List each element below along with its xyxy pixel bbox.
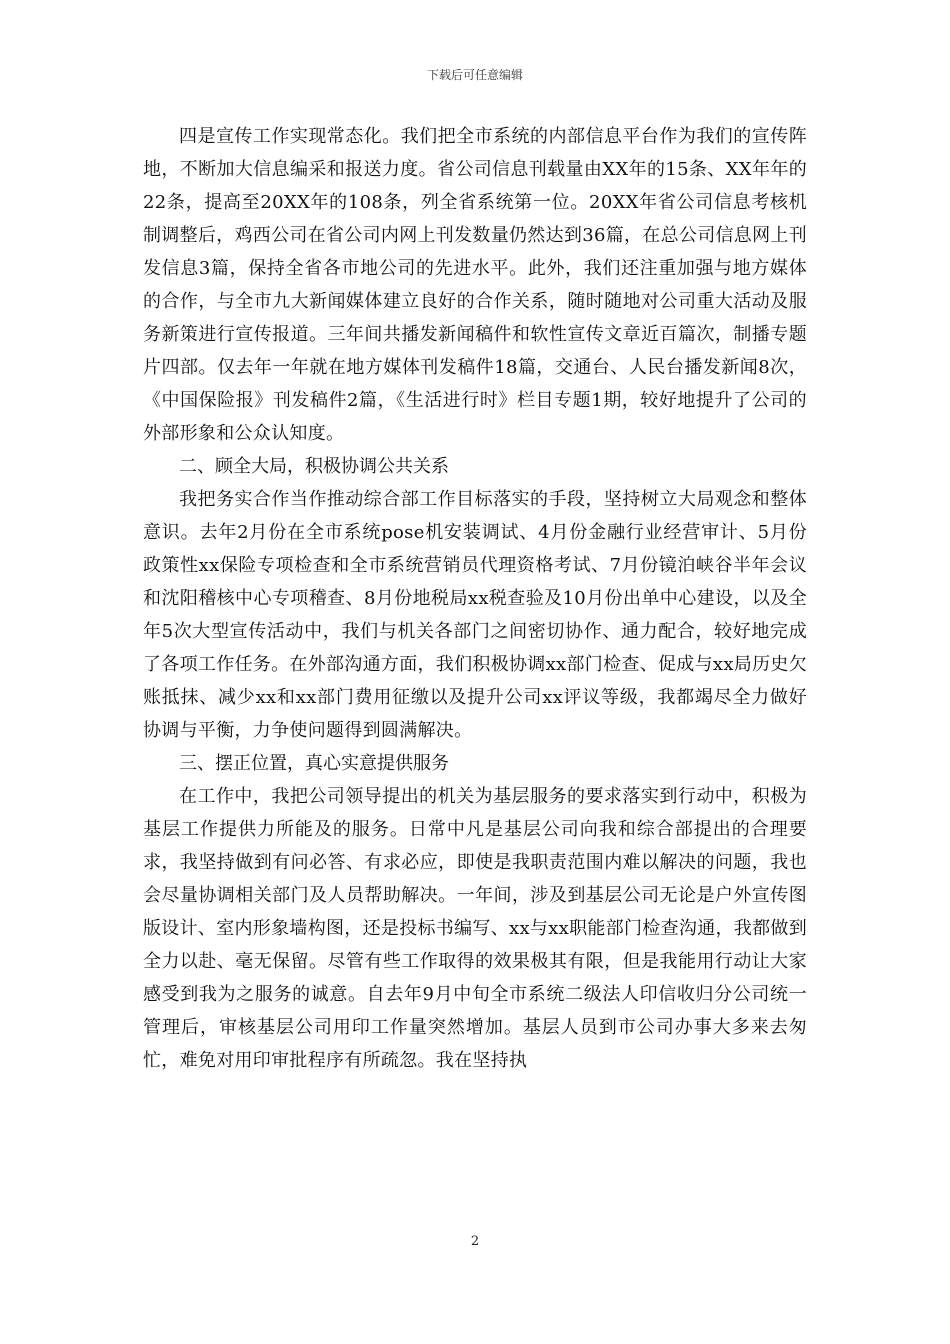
section-heading-service: 三、摆正位置，真心实意提供服务	[179, 753, 449, 774]
document-body	[143, 120, 807, 1077]
paragraph-publicity: 四是宣传工作实现常态化。我们把全市系统的内部信息平台作为我们的宣传阵地，不断加大信息编采和报送力度。省公司信息刊载量由XX年的15条、XX年年的22条，提高至20XX年的108条，列全省系统第一位。20XX年省公司信息考核机制调整后，鸡西公司在省公司内网上刊发数量仍然达到36篇，在总公司信息网上刊发信息3篇，保持全省各市地公司的先进水平。此外，我们还注重加强与地方媒体的合作，与全市九大新闻媒体建立良好的合作关系，随时随地对公司重大活动及服务新策进行宣传报道。三年间共播发新闻稿件和软性宣传文章近百篇次，制播专题片四部。仅去年一年就在地方媒体刊发稿件18篇，交通台、人民台播发新闻8次，《中国保险报》刊发稿件2篇，《生活进行时》栏目专题1期，较好地提升了公司的外部形象和公众认知度。	[143, 126, 808, 444]
header-note: 下载后可任意编辑	[426, 68, 523, 82]
section-heading-public-relations: 二、顾全大局，积极协调公共关系	[179, 456, 449, 477]
page-number: 2	[470, 1234, 480, 1249]
paragraph-service: 在工作中，我把公司领导提出的机关为基层服务的要求落实到行动中，积极为基层工作提供力所能及的服务。日常中凡是基层公司向我和综合部提出的合理要求，我坚持做到有问必答、有求必应，即使是我职责范围内难以解决的问题，我也会尽量协调相关部门及人员帮助解决。一年间，涉及到基层公司无论是户外宣传图版设计、室内形象墙构图，还是投标书编写、xx与xx职能部门检查沟通，我都做到全力以赴、毫无保留。尽管有些工作取得的效果极其有限，但是我能用行动让大家感受到我为之服务的诚意。自去年9月中旬全市系统二级法人印信收归分公司统一管理后，审核基层公司用印工作量突然增加。基层人员到市公司办事大多来去匆忙，难免对用印审批程序有所疏忽。我在坚持执	[143, 786, 808, 1071]
paragraph-cooperation: 我把务实合作当作推动综合部工作目标落实的手段，坚持树立大局观念和整体意识。去年2月份在全市系统pose机安装调试、4月份金融行业经营审计、5月份政策性xx保险专项检查和全市系统营销员代理资格考试、7月份镜泊峡谷半年会议和沈阳稽核中心专项稽查、8月份地税局xx税查验及10月份出单中心建设，以及全年5次大型宣传活动中，我们与机关各部门之间密切协作、通力配合，较好地完成了各项工作任务。在外部沟通方面，我们积极协调xx部门检查、促成与xx局历史欠账抵抹、减少xx和xx部门费用征缴以及提升公司xx评议等级，我都竭尽全力做好协调与平衡，力争使问题得到圆满解决。	[143, 489, 808, 741]
